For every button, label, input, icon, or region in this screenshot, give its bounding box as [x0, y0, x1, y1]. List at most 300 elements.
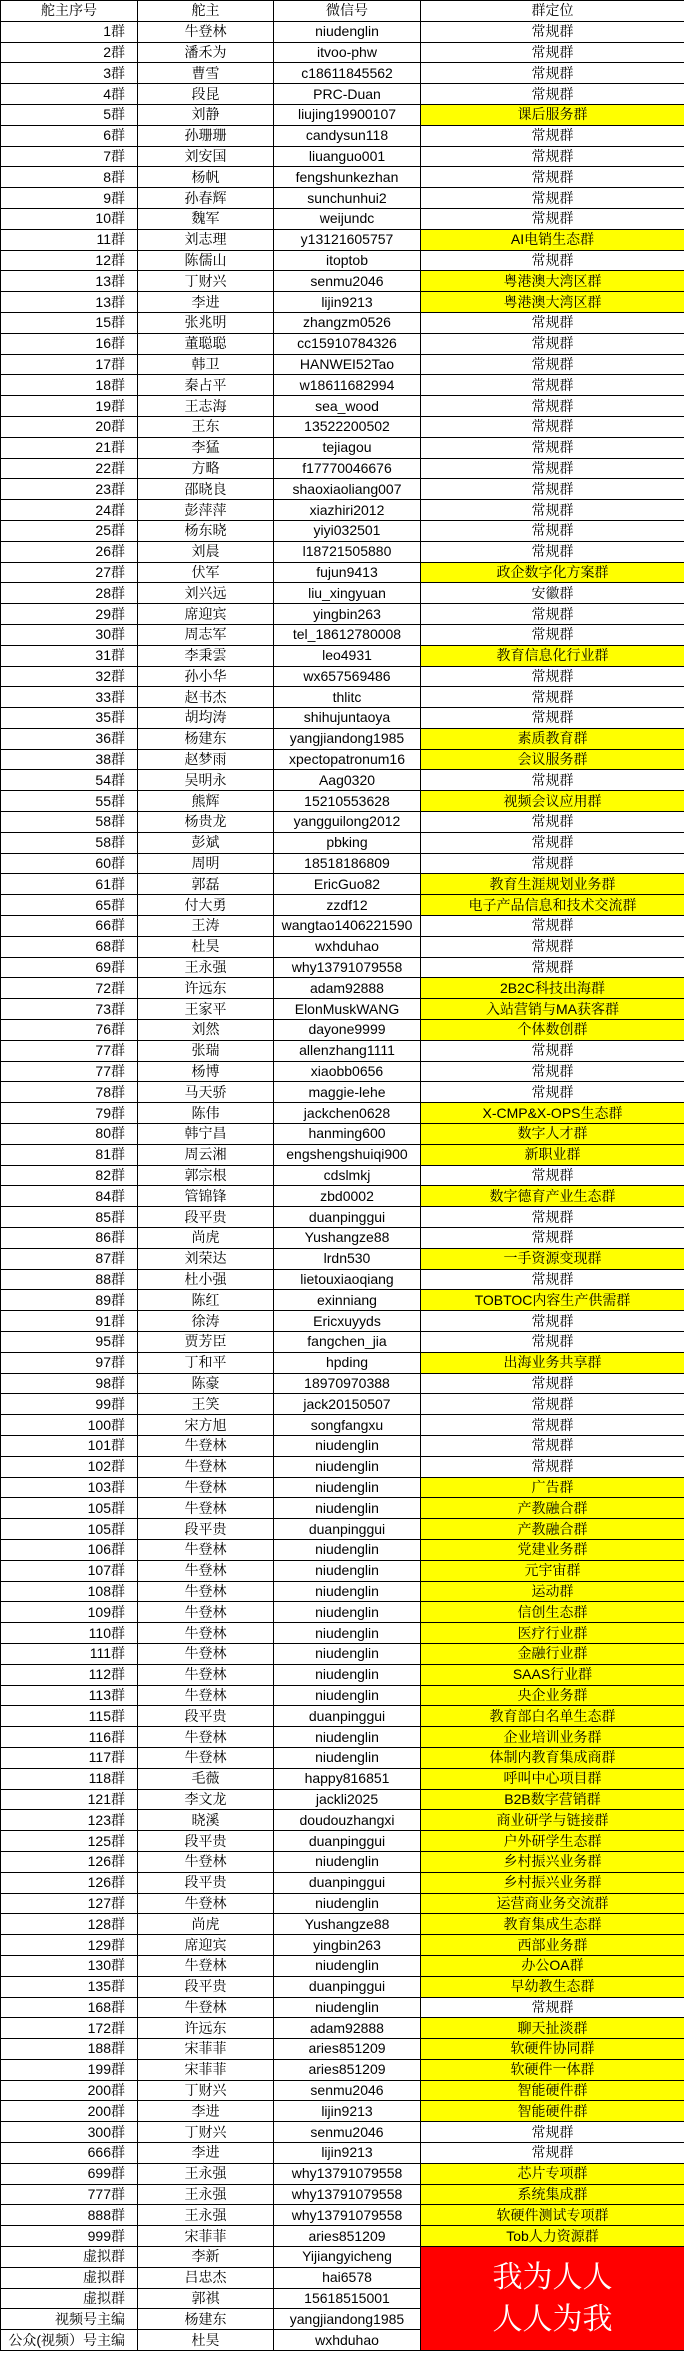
- cell-position: 常规群: [421, 1228, 684, 1249]
- cell-wechat: 18970970388: [274, 1373, 421, 1394]
- cell-position: 早幼教生态群: [421, 1976, 684, 1997]
- table-row: [1, 2184, 684, 2205]
- cell-owner: 杨建东: [138, 728, 274, 749]
- cell-position: 个体数创群: [421, 1020, 684, 1041]
- cell-owner: 牛登林: [138, 1727, 274, 1748]
- cell-owner: 邵晓良: [138, 479, 274, 500]
- cell-index: 27群: [1, 562, 138, 583]
- cell-wechat: yangjiandong1985: [274, 728, 421, 749]
- cell-position: 户外研学生态群: [421, 1831, 684, 1852]
- cell-owner: 李文龙: [138, 1789, 274, 1810]
- cell-owner: 段平贵: [138, 1831, 274, 1852]
- cell-wechat: zhangzm0526: [274, 312, 421, 333]
- cell-position: 常规群: [421, 375, 684, 396]
- table-row: [1, 2247, 684, 2268]
- cell-wechat: niudenglin: [274, 1955, 421, 1976]
- cell-owner: 付大勇: [138, 895, 274, 916]
- cell-index: 77群: [1, 1061, 138, 1082]
- cell-index: 129群: [1, 1935, 138, 1956]
- header-row: [1, 1, 684, 22]
- cell-index: 125群: [1, 1831, 138, 1852]
- cell-owner: 段平贵: [138, 1519, 274, 1540]
- cell-position: 央企业务群: [421, 1685, 684, 1706]
- cell-position: 常规群: [421, 916, 684, 937]
- cell-owner: 宋方旭: [138, 1415, 274, 1436]
- table-row: [1, 1020, 684, 1041]
- cell-position: 常规群: [421, 354, 684, 375]
- table-row: [1, 1914, 684, 1935]
- cell-position: 数字德育产业生态群: [421, 1186, 684, 1207]
- cell-index: 118群: [1, 1768, 138, 1789]
- cell-index: 116群: [1, 1727, 138, 1748]
- table-row: [1, 229, 684, 250]
- table-row: [1, 208, 684, 229]
- cell-wechat: Yushangze88: [274, 1914, 421, 1935]
- cell-position: 广告群: [421, 1477, 684, 1498]
- cell-wechat: EricGuo82: [274, 874, 421, 895]
- cell-position: 医疗行业群: [421, 1623, 684, 1644]
- cell-index: 61群: [1, 874, 138, 895]
- cell-owner: 牛登林: [138, 1477, 274, 1498]
- cell-wechat: dayone9999: [274, 1020, 421, 1041]
- cell-index: 10群: [1, 208, 138, 229]
- cell-owner: 周云湘: [138, 1144, 274, 1165]
- table-row: [1, 375, 684, 396]
- cell-position: 常规群: [421, 312, 684, 333]
- slogan-banner: [421, 2247, 684, 2351]
- cell-wechat: niudenglin: [274, 1727, 421, 1748]
- cell-wechat: lijin9213: [274, 2143, 421, 2164]
- cell-owner: 杜昊: [138, 936, 274, 957]
- cell-index: 77群: [1, 1040, 138, 1061]
- cell-wechat: why13791079558: [274, 2184, 421, 2205]
- table-row: [1, 1706, 684, 1727]
- cell-index: 888群: [1, 2205, 138, 2226]
- cell-wechat: jack20150507: [274, 1394, 421, 1415]
- table-row: [1, 2143, 684, 2164]
- cell-wechat: hanming600: [274, 1124, 421, 1145]
- cell-position: 常规群: [421, 832, 684, 853]
- cell-owner: 尚虎: [138, 1228, 274, 1249]
- cell-wechat: wx657569486: [274, 666, 421, 687]
- table-row: [1, 1810, 684, 1831]
- cell-position: 元宇宙群: [421, 1560, 684, 1581]
- table-row: [1, 1144, 684, 1165]
- cell-position: 常规群: [421, 396, 684, 417]
- cell-position: 乡村振兴业务群: [421, 1872, 684, 1893]
- table-row: [1, 333, 684, 354]
- cell-position: 运动群: [421, 1581, 684, 1602]
- cell-position: 芯片专项群: [421, 2163, 684, 2184]
- cell-index: 105群: [1, 1498, 138, 1519]
- cell-owner: 段平贵: [138, 1872, 274, 1893]
- table-row: [1, 1415, 684, 1436]
- cell-wechat: duanpinggui: [274, 1831, 421, 1852]
- cell-wechat: niudenglin: [274, 1643, 421, 1664]
- cell-index: 73群: [1, 999, 138, 1020]
- cell-owner: 吴明永: [138, 770, 274, 791]
- cell-owner: 王永强: [138, 2184, 274, 2205]
- table-row: [1, 1477, 684, 1498]
- cell-wechat: duanpinggui: [274, 1207, 421, 1228]
- table-row: [1, 250, 684, 271]
- cell-owner: 牛登林: [138, 1602, 274, 1623]
- cell-index: 65群: [1, 895, 138, 916]
- cell-owner: 宋菲菲: [138, 2039, 274, 2060]
- cell-owner: 魏军: [138, 208, 274, 229]
- table-row: [1, 42, 684, 63]
- cell-owner: 周志军: [138, 624, 274, 645]
- cell-index: 91群: [1, 1311, 138, 1332]
- cell-index: 168群: [1, 1997, 138, 2018]
- table-row: [1, 125, 684, 146]
- cell-position: 常规群: [421, 188, 684, 209]
- cell-position: 常规群: [421, 936, 684, 957]
- cell-wechat: Aag0320: [274, 770, 421, 791]
- cell-owner: 牛登林: [138, 1643, 274, 1664]
- table-row: [1, 1165, 684, 1186]
- cell-position: 常规群: [421, 167, 684, 188]
- cell-position: 常规群: [421, 437, 684, 458]
- cell-owner: 熊辉: [138, 791, 274, 812]
- cell-wechat: adam92888: [274, 2018, 421, 2039]
- cell-wechat: w18611682994: [274, 375, 421, 396]
- cell-wechat: aries851209: [274, 2039, 421, 2060]
- cell-owner: 席迎宾: [138, 1935, 274, 1956]
- cell-owner: 周明: [138, 853, 274, 874]
- cell-index: 97群: [1, 1352, 138, 1373]
- cell-index: 38群: [1, 749, 138, 770]
- cell-owner: 许远东: [138, 2018, 274, 2039]
- table-row: [1, 1040, 684, 1061]
- cell-owner: 孙小华: [138, 666, 274, 687]
- cell-owner: 马天骄: [138, 1082, 274, 1103]
- cell-position: 政企数字化方案群: [421, 562, 684, 583]
- cell-position: 常规群: [421, 1373, 684, 1394]
- cell-owner: 彭斌: [138, 832, 274, 853]
- cell-wechat: adam92888: [274, 978, 421, 999]
- cell-position: Tob人力资源群: [421, 2226, 684, 2247]
- cell-index: 30群: [1, 624, 138, 645]
- cell-position: 信创生态群: [421, 1602, 684, 1623]
- cell-wechat: shihujuntaoya: [274, 708, 421, 729]
- cell-index: 89群: [1, 1290, 138, 1311]
- cell-wechat: niudenglin: [274, 1477, 421, 1498]
- table-row: [1, 1768, 684, 1789]
- table-row: [1, 708, 684, 729]
- cell-wechat: y13121605757: [274, 229, 421, 250]
- cell-index: 300群: [1, 2122, 138, 2143]
- table-row: [1, 1186, 684, 1207]
- cell-position: 常规群: [421, 687, 684, 708]
- cell-position: 常规群: [421, 770, 684, 791]
- cell-position: 常规群: [421, 541, 684, 562]
- cell-owner: 牛登林: [138, 1997, 274, 2018]
- table-row: [1, 1872, 684, 1893]
- table-row: [1, 1539, 684, 1560]
- cell-owner: 晓溪: [138, 1810, 274, 1831]
- cell-owner: 韩卫: [138, 354, 274, 375]
- cell-position: 常规群: [421, 957, 684, 978]
- cell-wechat: shaoxiaoliang007: [274, 479, 421, 500]
- cell-index: 101群: [1, 1435, 138, 1456]
- cell-owner: 丁财兴: [138, 2080, 274, 2101]
- cell-owner: 牛登林: [138, 1893, 274, 1914]
- cell-position: 企业培训业务群: [421, 1727, 684, 1748]
- cell-owner: 牛登林: [138, 1539, 274, 1560]
- cell-wechat: hpding: [274, 1352, 421, 1373]
- cell-position: 粤港澳大湾区群: [421, 292, 684, 313]
- cell-owner: 王志海: [138, 396, 274, 417]
- cell-index: 128群: [1, 1914, 138, 1935]
- cell-owner: 牛登林: [138, 1560, 274, 1581]
- cell-owner: 牛登林: [138, 1685, 274, 1706]
- cell-owner: 宋菲菲: [138, 2226, 274, 2247]
- cell-index: 99群: [1, 1394, 138, 1415]
- table-row: [1, 2226, 684, 2247]
- table-row: [1, 1269, 684, 1290]
- cell-owner: 伏军: [138, 562, 274, 583]
- cell-index: 666群: [1, 2143, 138, 2164]
- cell-owner: 牛登林: [138, 21, 274, 42]
- table-row: [1, 2059, 684, 2080]
- cell-wechat: wxhduhao: [274, 936, 421, 957]
- table-row: [1, 2018, 684, 2039]
- cell-index: 76群: [1, 1020, 138, 1041]
- cell-wechat: liu_xingyuan: [274, 583, 421, 604]
- cell-owner: 吕忠杰: [138, 2267, 274, 2288]
- cell-wechat: aries851209: [274, 2059, 421, 2080]
- cell-wechat: niudenglin: [274, 1456, 421, 1477]
- cell-owner: 牛登林: [138, 1747, 274, 1768]
- cell-wechat: PRC-Duan: [274, 84, 421, 105]
- cell-position: 新职业群: [421, 1144, 684, 1165]
- cell-position: 常规群: [421, 708, 684, 729]
- cell-wechat: duanpinggui: [274, 1706, 421, 1727]
- cell-index: 135群: [1, 1976, 138, 1997]
- cell-owner: 牛登林: [138, 1456, 274, 1477]
- cell-owner: 王家平: [138, 999, 274, 1020]
- cell-index: 699群: [1, 2163, 138, 2184]
- cell-wechat: xiaobb0656: [274, 1061, 421, 1082]
- cell-wechat: niudenglin: [274, 1560, 421, 1581]
- cell-wechat: niudenglin: [274, 1851, 421, 1872]
- cell-wechat: weijundc: [274, 208, 421, 229]
- table-row: [1, 1394, 684, 1415]
- cell-index: 126群: [1, 1872, 138, 1893]
- cell-position: 素质教育群: [421, 728, 684, 749]
- cell-wechat: wangtao1406221590: [274, 916, 421, 937]
- cell-owner: 韩宁昌: [138, 1124, 274, 1145]
- cell-owner: 陈豪: [138, 1373, 274, 1394]
- table-row: [1, 1248, 684, 1269]
- cell-index: 82群: [1, 1165, 138, 1186]
- cell-wechat: why13791079558: [274, 2205, 421, 2226]
- table-row: [1, 791, 684, 812]
- cell-wechat: aries851209: [274, 2226, 421, 2247]
- cell-index: 112群: [1, 1664, 138, 1685]
- cell-wechat: Yushangze88: [274, 1228, 421, 1249]
- cell-position: SAAS行业群: [421, 1664, 684, 1685]
- cell-wechat: niudenglin: [274, 1623, 421, 1644]
- cell-position: 数字人才群: [421, 1124, 684, 1145]
- cell-position: 常规群: [421, 666, 684, 687]
- cell-wechat: allenzhang1111: [274, 1040, 421, 1061]
- cell-position: 教育集成生态群: [421, 1914, 684, 1935]
- cell-wechat: niudenglin: [274, 1498, 421, 1519]
- cell-position: 常规群: [421, 1207, 684, 1228]
- slogan-line-1: 我为人人: [492, 2259, 613, 2295]
- cell-owner: 段平贵: [138, 1976, 274, 1997]
- cell-index: 17群: [1, 354, 138, 375]
- cell-owner: 牛登林: [138, 1498, 274, 1519]
- cell-position: 常规群: [421, 1415, 684, 1436]
- cell-owner: 牛登林: [138, 1623, 274, 1644]
- cell-owner: 张瑞: [138, 1040, 274, 1061]
- cell-wechat: niudenglin: [274, 1747, 421, 1768]
- cell-wechat: senmu2046: [274, 2122, 421, 2143]
- cell-owner: 王涛: [138, 916, 274, 937]
- table-row: [1, 458, 684, 479]
- cell-owner: 徐涛: [138, 1311, 274, 1332]
- cell-wechat: lrdn530: [274, 1248, 421, 1269]
- table-row: [1, 583, 684, 604]
- cell-position: 常规群: [421, 84, 684, 105]
- table-row: [1, 1581, 684, 1602]
- cell-owner: 杨东晓: [138, 520, 274, 541]
- cell-position: 常规群: [421, 416, 684, 437]
- cell-owner: 孙珊珊: [138, 125, 274, 146]
- cell-index: 81群: [1, 1144, 138, 1165]
- cell-index: 5群: [1, 104, 138, 125]
- cell-position: 聊天扯淡群: [421, 2018, 684, 2039]
- cell-owner: 曹雪: [138, 63, 274, 84]
- cell-index: 54群: [1, 770, 138, 791]
- cell-index: 13群: [1, 271, 138, 292]
- table-row: [1, 84, 684, 105]
- cell-index: 25群: [1, 520, 138, 541]
- cell-owner: 丁财兴: [138, 2122, 274, 2143]
- table-row: [1, 1955, 684, 1976]
- cell-position: 金融行业群: [421, 1643, 684, 1664]
- cell-wechat: f17770046676: [274, 458, 421, 479]
- cell-wechat: tel_18612780008: [274, 624, 421, 645]
- cell-index: 109群: [1, 1602, 138, 1623]
- cell-owner: 刘然: [138, 1020, 274, 1041]
- cell-index: 21群: [1, 437, 138, 458]
- cell-position: 常规群: [421, 604, 684, 625]
- cell-owner: 张兆明: [138, 312, 274, 333]
- table-row: [1, 479, 684, 500]
- cell-wechat: 15618515001: [274, 2288, 421, 2309]
- cell-wechat: senmu2046: [274, 2080, 421, 2101]
- table-row: [1, 562, 684, 583]
- cell-index: 视频号主编: [1, 2309, 138, 2330]
- cell-owner: 杨博: [138, 1061, 274, 1082]
- cell-index: 虚拟群: [1, 2267, 138, 2288]
- table-row: [1, 1332, 684, 1353]
- cell-owner: 方略: [138, 458, 274, 479]
- cell-index: 31群: [1, 645, 138, 666]
- cell-wechat: niudenglin: [274, 1997, 421, 2018]
- cell-index: 86群: [1, 1228, 138, 1249]
- table-row: [1, 936, 684, 957]
- cell-wechat: why13791079558: [274, 2163, 421, 2184]
- cell-wechat: Yijiangyicheng: [274, 2247, 421, 2268]
- table-row: [1, 1727, 684, 1748]
- cell-owner: 段平贵: [138, 1207, 274, 1228]
- cell-position: 教育部白名单生态群: [421, 1706, 684, 1727]
- cell-owner: 刘荣达: [138, 1248, 274, 1269]
- cell-position: 常规群: [421, 520, 684, 541]
- cell-position: 常规群: [421, 1394, 684, 1415]
- cell-index: 66群: [1, 916, 138, 937]
- cell-index: 100群: [1, 1415, 138, 1436]
- cell-index: 26群: [1, 541, 138, 562]
- cell-owner: 刘兴远: [138, 583, 274, 604]
- cell-owner: 陈伟: [138, 1103, 274, 1124]
- cell-position: 智能硬件群: [421, 2101, 684, 2122]
- cell-position: 入站营销与MA获客群: [421, 999, 684, 1020]
- cell-index: 127群: [1, 1893, 138, 1914]
- cell-index: 69群: [1, 957, 138, 978]
- table-row: [1, 1082, 684, 1103]
- cell-owner: 尚虎: [138, 1914, 274, 1935]
- cell-wechat: doudouzhangxi: [274, 1810, 421, 1831]
- cell-position: 常规群: [421, 1332, 684, 1353]
- cell-index: 60群: [1, 853, 138, 874]
- cell-owner: 彭萍萍: [138, 500, 274, 521]
- cell-position: 常规群: [421, 853, 684, 874]
- cell-position: 教育信息化行业群: [421, 645, 684, 666]
- table-row: [1, 416, 684, 437]
- cell-index: 虚拟群: [1, 2288, 138, 2309]
- table-row: [1, 1997, 684, 2018]
- table-row: [1, 2122, 684, 2143]
- cell-owner: 牛登林: [138, 1581, 274, 1602]
- cell-wechat: wxhduhao: [274, 2330, 421, 2351]
- cell-wechat: hai6578: [274, 2267, 421, 2288]
- cell-index: 16群: [1, 333, 138, 354]
- cell-position: 产教融合群: [421, 1498, 684, 1519]
- cell-owner: 李进: [138, 292, 274, 313]
- cell-index: 84群: [1, 1186, 138, 1207]
- table-row: [1, 916, 684, 937]
- table-row: [1, 1831, 684, 1852]
- cell-wechat: niudenglin: [274, 1581, 421, 1602]
- cell-position: 常规群: [421, 125, 684, 146]
- cell-wechat: xiazhiri2012: [274, 500, 421, 521]
- table-row: [1, 624, 684, 645]
- table-row: [1, 604, 684, 625]
- cell-owner: 管锦锋: [138, 1186, 274, 1207]
- cell-wechat: itvoo-phw: [274, 42, 421, 63]
- cell-owner: 杜昊: [138, 2330, 274, 2351]
- table-row: [1, 188, 684, 209]
- cell-wechat: happy816851: [274, 1768, 421, 1789]
- cell-index: 95群: [1, 1332, 138, 1353]
- cell-position: 常规群: [421, 458, 684, 479]
- table-row: [1, 396, 684, 417]
- cell-position: 视频会议应用群: [421, 791, 684, 812]
- cell-index: 80群: [1, 1124, 138, 1145]
- cell-index: 111群: [1, 1643, 138, 1664]
- cell-position: 常规群: [421, 624, 684, 645]
- cell-position: 常规群: [421, 1435, 684, 1456]
- cell-wechat: yingbin263: [274, 604, 421, 625]
- table-row: [1, 832, 684, 853]
- table-row: [1, 520, 684, 541]
